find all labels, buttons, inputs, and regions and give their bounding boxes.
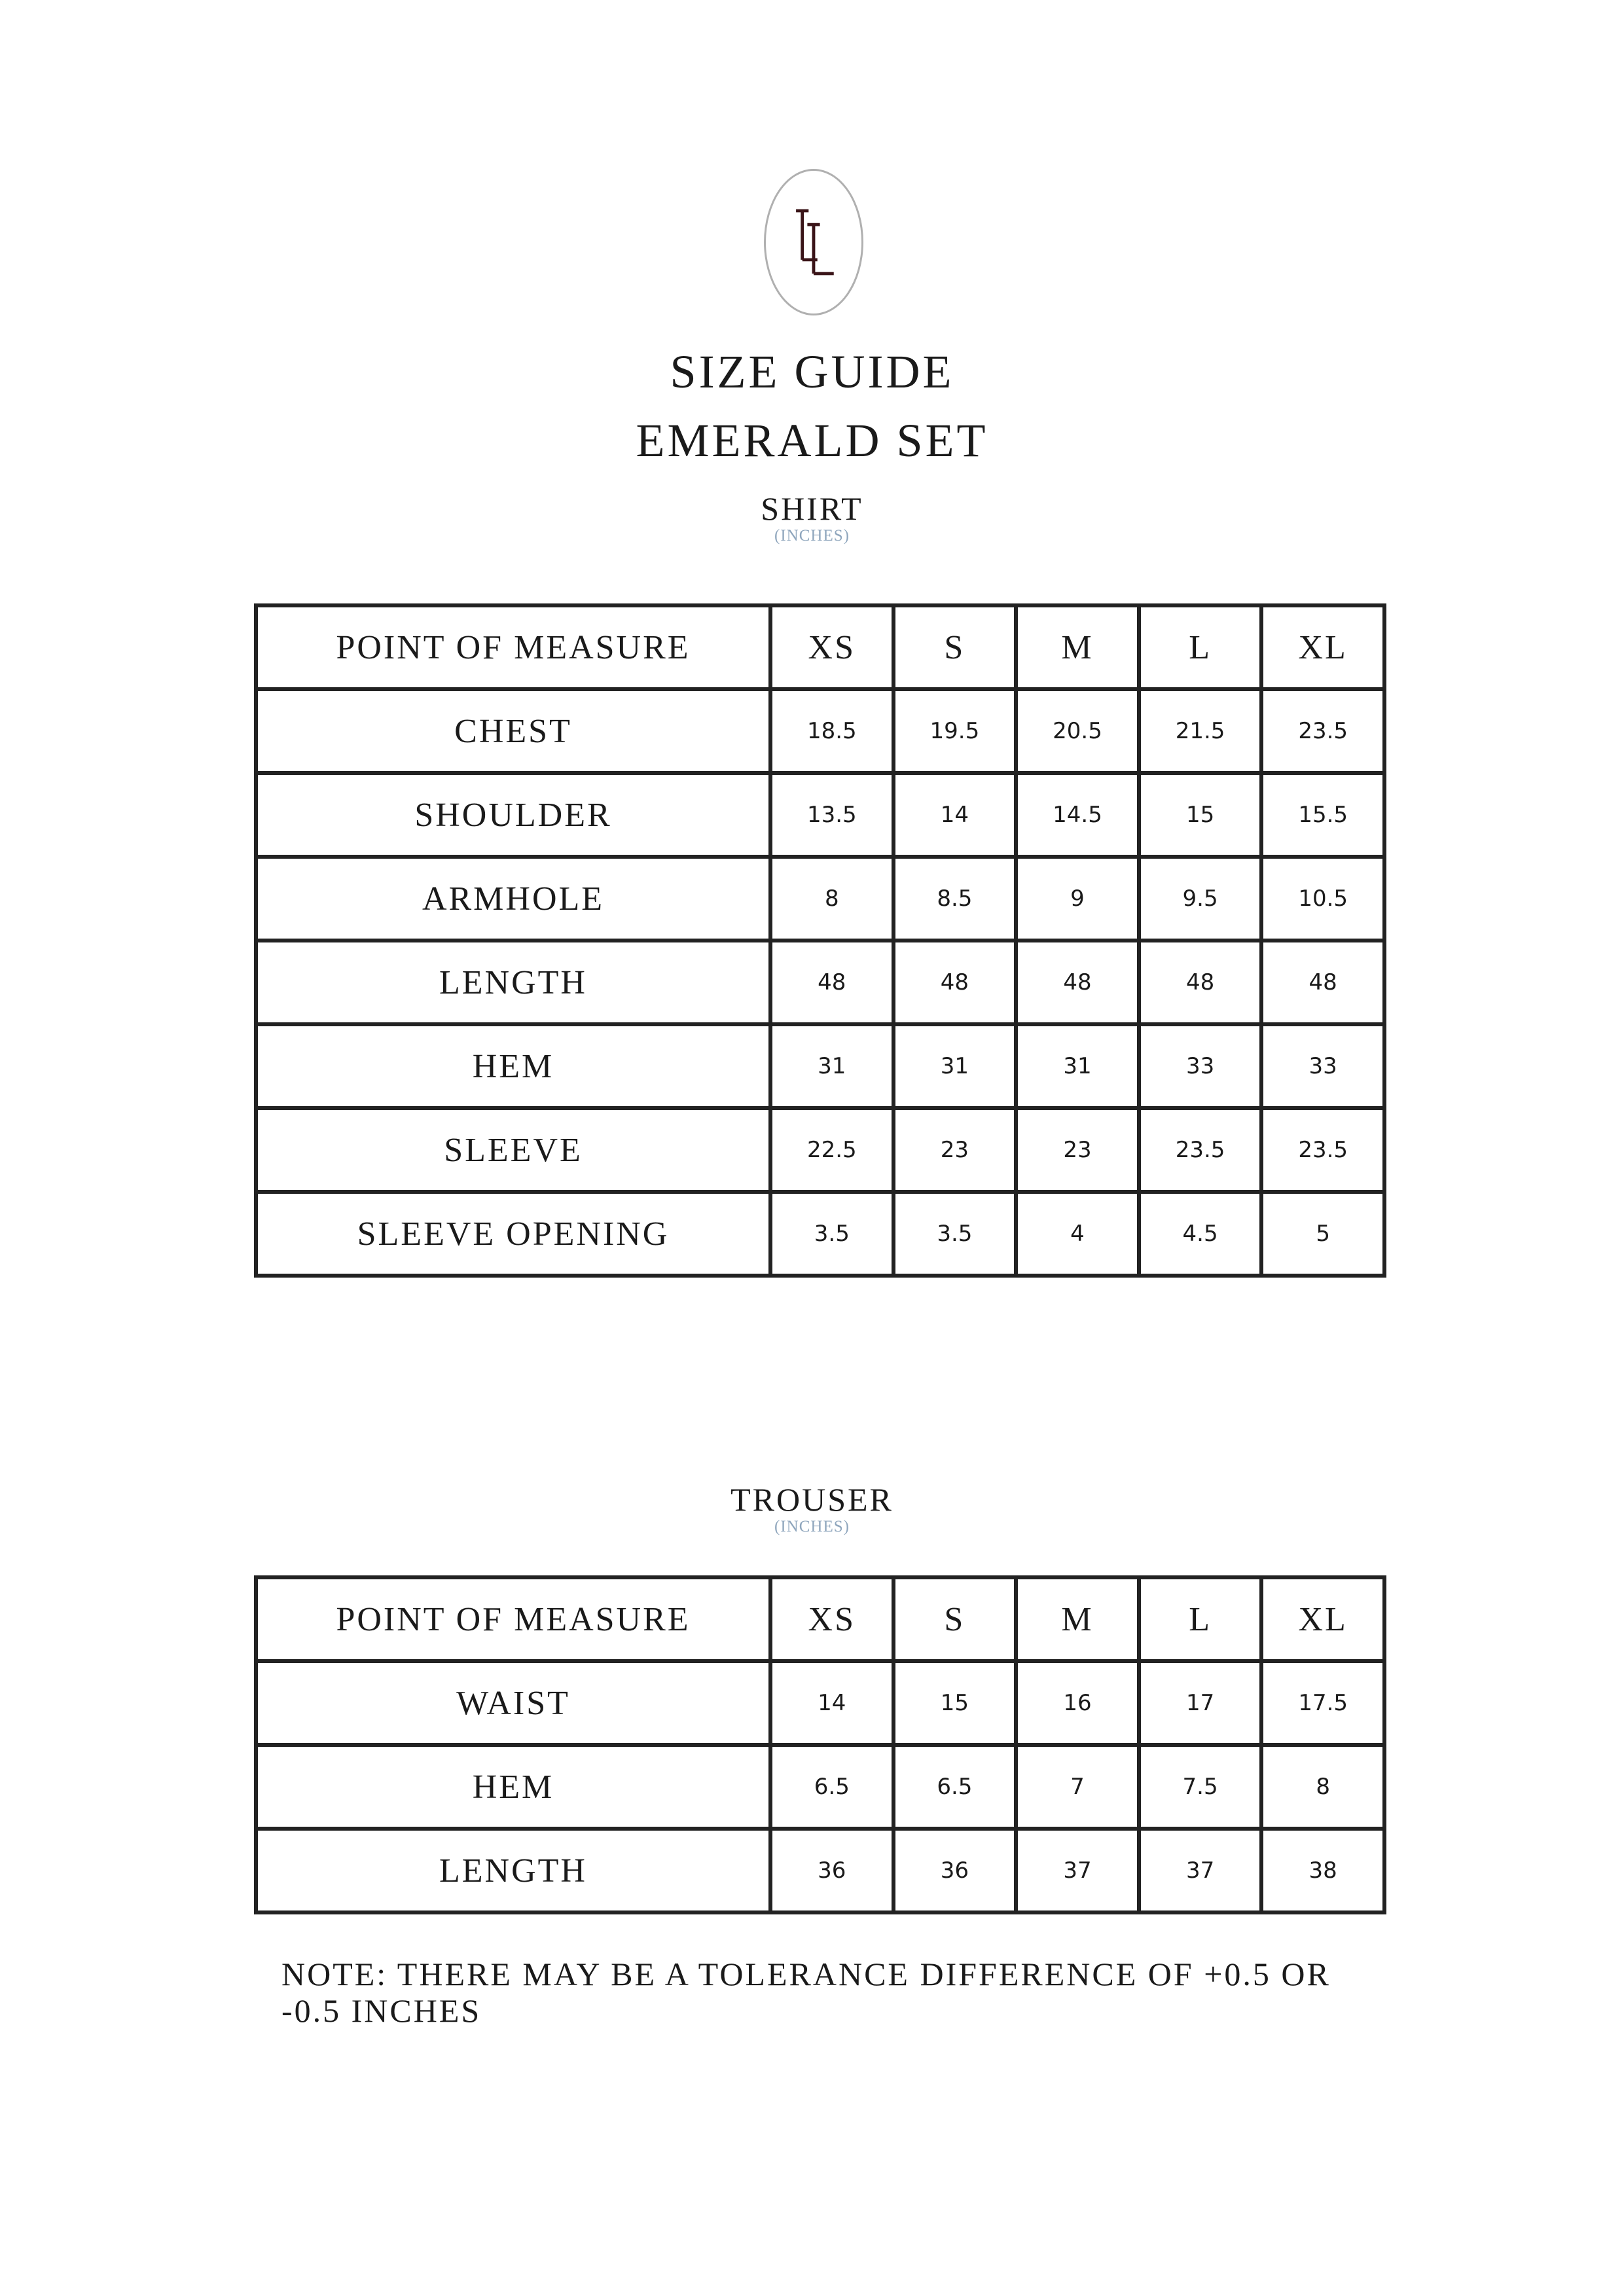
measure-value-cell: 15.5 [1261, 773, 1384, 857]
measure-name-cell: CHEST [256, 689, 770, 773]
measure-value-cell: 37 [1016, 1829, 1139, 1912]
measure-value-cell: 48 [770, 941, 893, 1024]
trouser-heading: TROUSER [731, 1481, 893, 1518]
trouser-size-table [254, 1575, 1386, 1914]
measure-value-cell: 31 [893, 1024, 1017, 1108]
measure-value-cell: 6.5 [770, 1745, 893, 1829]
measure-value-cell: 36 [893, 1829, 1017, 1912]
measure-value-cell: 8 [770, 857, 893, 941]
measure-value-cell: 14.5 [1016, 773, 1139, 857]
shirt-size-table [254, 603, 1386, 1278]
measure-value-cell: 15 [893, 1661, 1017, 1745]
measure-value-cell: 20.5 [1016, 689, 1139, 773]
measure-value-cell: 48 [1139, 941, 1262, 1024]
measure-value-cell: 17.5 [1261, 1661, 1384, 1745]
column-header-size: XL [1261, 1577, 1384, 1661]
measure-value-cell: 23 [893, 1108, 1017, 1192]
monogram-icon [766, 171, 861, 314]
column-header-measure: POINT OF MEASURE [256, 605, 770, 689]
measure-value-cell: 13.5 [770, 773, 893, 857]
column-header-size: M [1016, 1577, 1139, 1661]
measure-value-cell: 33 [1139, 1024, 1262, 1108]
column-header-size: L [1139, 1577, 1262, 1661]
table-header-row [256, 605, 1384, 689]
column-header-size: S [893, 605, 1017, 689]
brand-logo [764, 169, 863, 315]
measure-value-cell: 5 [1261, 1192, 1384, 1276]
measure-value-cell: 23 [1016, 1108, 1139, 1192]
measure-value-cell: 23.5 [1261, 1108, 1384, 1192]
measure-value-cell: 19.5 [893, 689, 1017, 773]
table-row [256, 1745, 1384, 1829]
measure-value-cell: 8.5 [893, 857, 1017, 941]
measure-value-cell: 48 [1016, 941, 1139, 1024]
measure-value-cell: 36 [770, 1829, 893, 1912]
measure-value-cell: 23.5 [1139, 1108, 1262, 1192]
measure-value-cell: 21.5 [1139, 689, 1262, 773]
measure-value-cell: 38 [1261, 1829, 1384, 1912]
measure-value-cell: 3.5 [770, 1192, 893, 1276]
column-header-measure: POINT OF MEASURE [256, 1577, 770, 1661]
measure-value-cell: 7.5 [1139, 1745, 1262, 1829]
table-row [256, 941, 1384, 1024]
measure-name-cell: WAIST [256, 1661, 770, 1745]
table-row [256, 773, 1384, 857]
measure-value-cell: 48 [1261, 941, 1384, 1024]
column-header-size: L [1139, 605, 1262, 689]
measure-value-cell: 14 [770, 1661, 893, 1745]
measure-value-cell: 16 [1016, 1661, 1139, 1745]
measure-value-cell: 22.5 [770, 1108, 893, 1192]
column-header-size: XL [1261, 605, 1384, 689]
page-subtitle: EMERALD SET [636, 414, 988, 467]
measure-value-cell: 4.5 [1139, 1192, 1262, 1276]
measure-value-cell: 31 [1016, 1024, 1139, 1108]
measure-value-cell: 3.5 [893, 1192, 1017, 1276]
table-row [256, 1192, 1384, 1276]
measure-name-cell: SHOULDER [256, 773, 770, 857]
column-header-size: M [1016, 605, 1139, 689]
measure-value-cell: 37 [1139, 1829, 1262, 1912]
page-title: SIZE GUIDE [670, 346, 954, 398]
table-row [256, 857, 1384, 941]
measure-value-cell: 9 [1016, 857, 1139, 941]
tolerance-note: NOTE: THERE MAY BE A TOLERANCE DIFFERENCE OF +0.5 OR -0.5 INCHES [281, 1956, 1331, 2029]
measure-value-cell: 31 [770, 1024, 893, 1108]
measure-name-cell: HEM [256, 1024, 770, 1108]
measure-value-cell: 33 [1261, 1024, 1384, 1108]
measure-name-cell: ARMHOLE [256, 857, 770, 941]
measure-value-cell: 4 [1016, 1192, 1139, 1276]
measure-value-cell: 7 [1016, 1745, 1139, 1829]
measure-name-cell: SLEEVE [256, 1108, 770, 1192]
measure-value-cell: 10.5 [1261, 857, 1384, 941]
table-row [256, 1108, 1384, 1192]
measure-name-cell: LENGTH [256, 1829, 770, 1912]
measure-name-cell: SLEEVE OPENING [256, 1192, 770, 1276]
measure-value-cell: 17 [1139, 1661, 1262, 1745]
column-header-size: XS [770, 1577, 893, 1661]
measure-value-cell: 18.5 [770, 689, 893, 773]
shirt-heading: SHIRT [761, 490, 863, 527]
table-row [256, 1661, 1384, 1745]
table-header-row [256, 1577, 1384, 1661]
table-row [256, 689, 1384, 773]
measure-value-cell: 8 [1261, 1745, 1384, 1829]
table-row [256, 1024, 1384, 1108]
measure-value-cell: 9.5 [1139, 857, 1262, 941]
column-header-size: XS [770, 605, 893, 689]
column-header-size: S [893, 1577, 1017, 1661]
measure-value-cell: 48 [893, 941, 1017, 1024]
table-row [256, 1829, 1384, 1912]
measure-value-cell: 6.5 [893, 1745, 1017, 1829]
measure-value-cell: 14 [893, 773, 1017, 857]
measure-value-cell: 23.5 [1261, 689, 1384, 773]
shirt-units: (INCHES) [774, 527, 850, 545]
measure-value-cell: 15 [1139, 773, 1262, 857]
measure-name-cell: LENGTH [256, 941, 770, 1024]
measure-name-cell: HEM [256, 1745, 770, 1829]
trouser-units: (INCHES) [774, 1518, 850, 1535]
